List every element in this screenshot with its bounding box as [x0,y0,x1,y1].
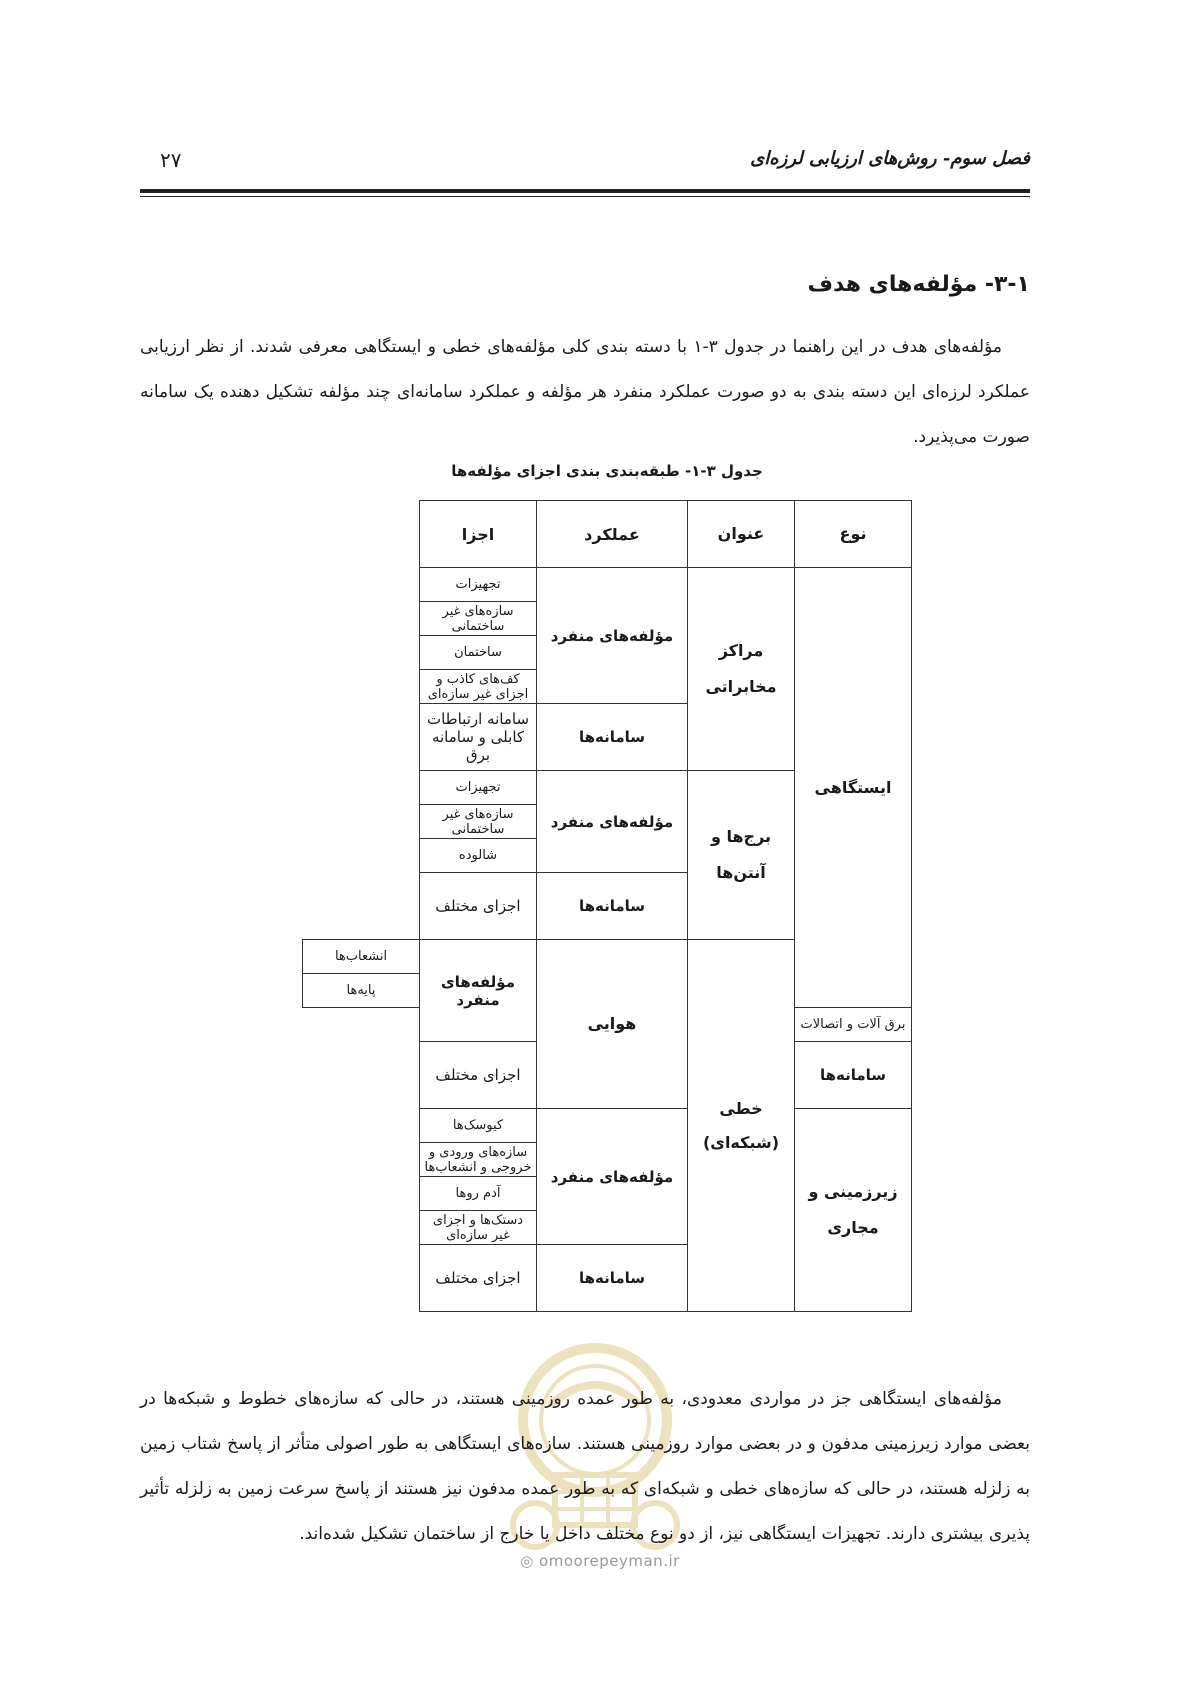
component-cell: ساختمان [420,636,537,670]
component-cell: تجهیزات [420,568,537,602]
component-cell: تجهیزات [420,771,537,805]
header-components: اجزا [420,501,537,568]
function-single: مؤلفه‌های منفرد [537,771,688,873]
function-single: مؤلفه‌های منفرد [420,940,537,1042]
title-underground-ducts: زیرزمینی و مجاری [795,1109,912,1312]
table-caption: جدول ۳-۱- طبقه‌بندی بندی اجزای مؤلفه‌ها [451,462,763,480]
header-rule-thin [140,196,1030,197]
component-cell: اجزای مختلف [420,873,537,940]
title-telecom-centers: مراکز مخابراتی [688,568,795,771]
station-paragraph-text: مؤلفه‌های ایستگاهی جز در مواردی معدودی، به طور عمده روزمینی هستند، در حالی که سازه‌های خطوط و شبکه‌ها در بعضی موارد زیرزمینی مدفون و در بعضی موارد روزمینی هستند. سازه‌های ایستگاهی به طور اصولی متأثر از پاسخ شتاب زمین به زلزله هستند، در حالی که سازه‌های خطی و شبکه‌ای که به طور عمده مدفون نیز هستند از پاسخ سرعت زمین به زلزله تأثیر پذیری بیشتری دارند. تجهیزات ایستگاهی نیز، از دو نوع مختلف داخل یا خارج از ساختمان تشکیل شده‌اند. [140,1389,1030,1544]
header-function: عملکرد [537,501,688,568]
function-system: سامانه‌ها [537,704,688,771]
component-cell: سامانه ارتباطات کابلی و سامانه برق [420,704,537,771]
header-type: نوع [795,501,912,568]
station-paragraph [140,1377,1030,1557]
title-towers-antennas: برج‌ها و آنتن‌ها [688,771,795,940]
section-heading: ۳-۱- مؤلفه‌های هدف [807,272,1030,297]
intro-paragraph-text: مؤلفه‌های هدف در این راهنما در جدول ۳-۱ با دسته بندی کلی مؤلفه‌های خطی و ایستگاهی معرفی شدند. از نظر ارزیابی عملکرد لرزه‌ای این دسته بندی به دو صورت عملکرد منفرد هر مؤلفه و عملکرد سامانه‌ای چند مؤلفه تشکیل دهنده یک سامانه صورت می‌پذیرد. [140,337,1030,447]
chapter-title: فصل سوم- روش‌های ارزیابی لرزه‌ای [750,148,1030,169]
component-cell: کیوسک‌ها [420,1109,537,1143]
function-single: مؤلفه‌های منفرد [537,568,688,704]
component-cell: سازه‌های غیر ساختمانی [420,602,537,636]
watermark-url: ◎ omoorepeyman.ir [520,1552,680,1570]
table-row [303,1109,912,1143]
type-station: ایستگاهی [795,568,912,1008]
header-rule-thick [140,189,1030,193]
component-cell: انشعاب‌ها [303,940,420,974]
table-header-row [303,501,912,568]
function-system: سامانه‌ها [537,873,688,940]
function-system: سامانه‌ها [537,1245,688,1312]
component-cell: اجزای مختلف [420,1245,537,1312]
title-aerial: هوایی [537,940,688,1109]
function-system: سامانه‌ها [795,1042,912,1109]
table-row [303,568,912,602]
header-title: عنوان [688,501,795,568]
type-linear-network: خطی (شبکه‌ای) [688,940,795,1312]
classification-table [302,500,912,1312]
intro-paragraph [140,325,1030,460]
component-cell: سازه‌های ورودی و خروجی و انشعاب‌ها [420,1143,537,1177]
page-number: ۲۷ [160,148,182,172]
component-cell: شالوده [420,839,537,873]
component-cell: آدم روها [420,1177,537,1211]
function-single: مؤلفه‌های منفرد [537,1109,688,1245]
component-cell: دستک‌ها و اجزای غیر سازه‌ای [420,1211,537,1245]
page-header [140,148,1030,188]
component-cell: کف‌های کاذب و اجزای غیر سازه‌ای [420,670,537,704]
component-cell: سازه‌های غیر ساختمانی [420,805,537,839]
component-cell: اجزای مختلف [420,1042,537,1109]
component-cell: برق آلات و اتصالات [795,1008,912,1042]
component-cell: پایه‌ها [303,974,420,1008]
